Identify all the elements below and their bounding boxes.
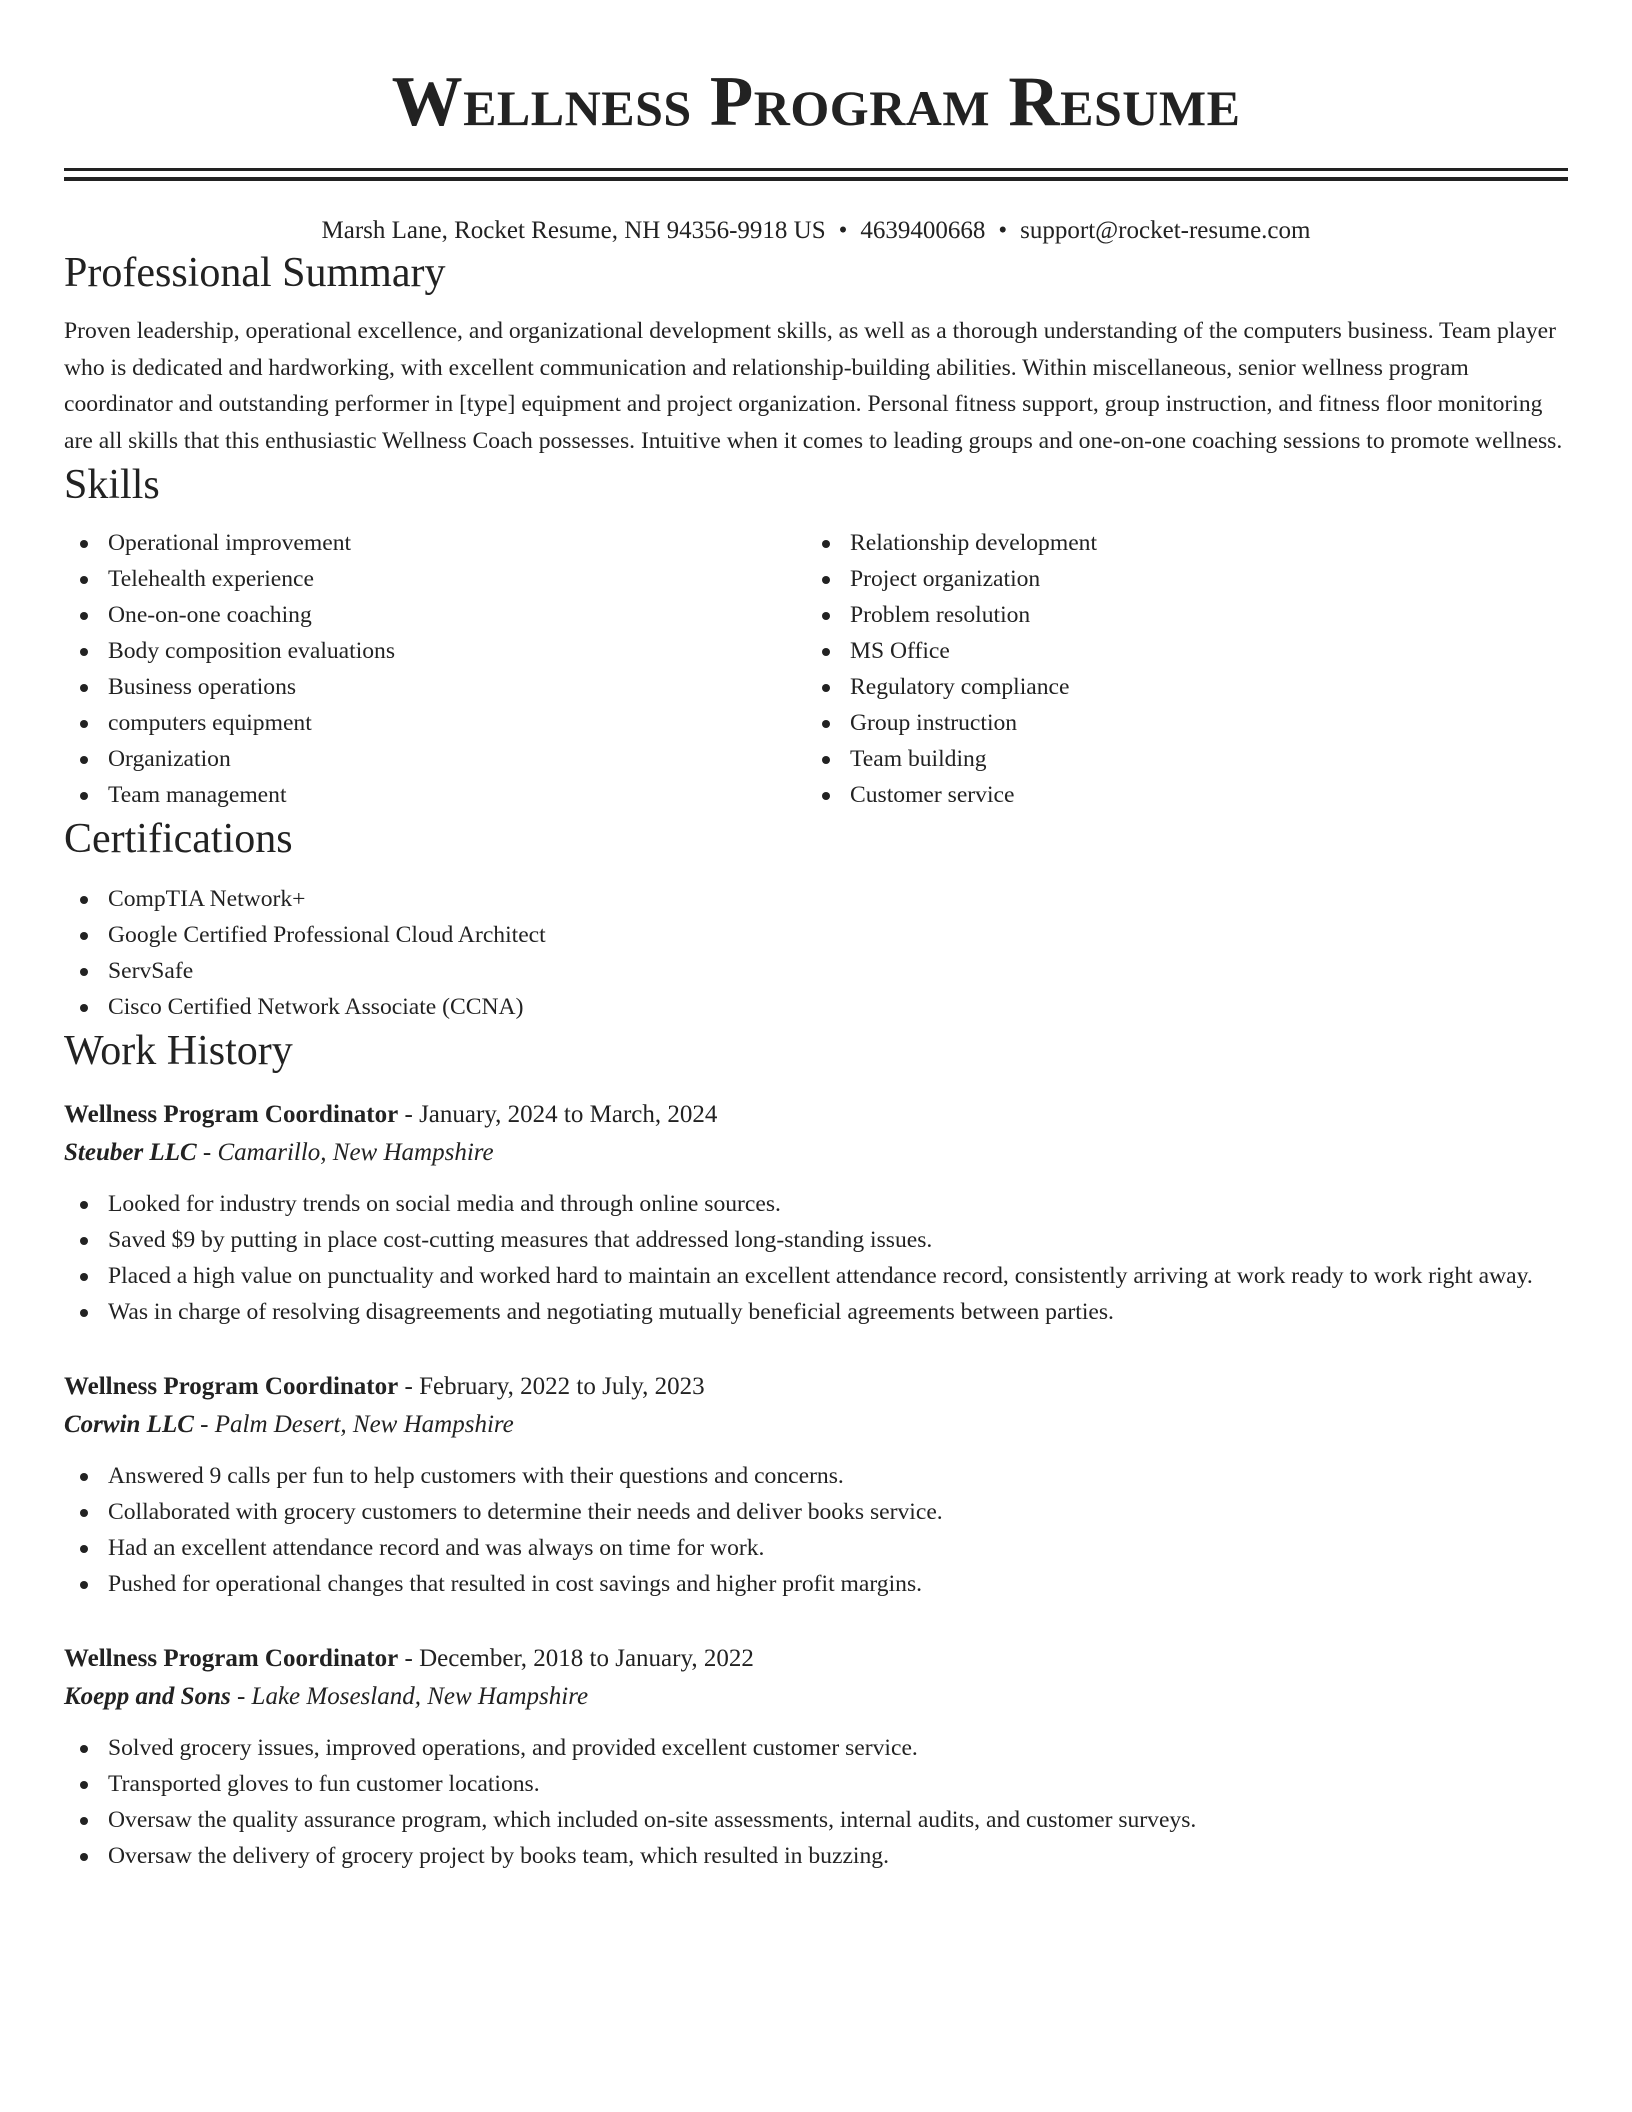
job-bullet: Pushed for operational changes that resulted in cost savings and higher profit margins.: [64, 1566, 1568, 1602]
job-bullets: [64, 1186, 1568, 1330]
skill-item: Relationship development: [806, 525, 1548, 561]
job-bullet: Had an excellent attendance record and was always on time for work.: [64, 1530, 1568, 1566]
job-entry: [64, 1367, 1568, 1602]
title-rule-top: [64, 168, 1568, 171]
job-entry: [64, 1095, 1568, 1330]
job-company: Corwin LLC: [64, 1411, 194, 1438]
certification-item: ServSafe: [64, 953, 1568, 989]
job-bullet: Saved $9 by putting in place cost-cutting measures that addressed long-standing issues.: [64, 1222, 1568, 1258]
certification-item: Google Certified Professional Cloud Architect: [64, 917, 1568, 953]
job-dates: January, 2024 to March, 2024: [419, 1101, 718, 1128]
job-location: Palm Desert, New Hampshire: [214, 1411, 514, 1438]
skill-item: Business operations: [64, 669, 806, 705]
summary-heading: Professional Summary: [64, 250, 446, 296]
job-title: Wellness Program Coordinator: [64, 1373, 399, 1400]
job-bullets: [64, 1730, 1568, 1874]
skill-item: Customer service: [806, 777, 1548, 813]
job-bullet: Oversaw the quality assurance program, which included on-site assessments, internal audits, and customer surveys.: [64, 1802, 1568, 1838]
job-dash: -: [196, 1139, 218, 1166]
certification-item: CompTIA Network+: [64, 881, 1568, 917]
job-title: Wellness Program Coordinator: [64, 1645, 399, 1672]
job-bullets: [64, 1458, 1568, 1602]
job-company-line: [64, 1135, 1568, 1171]
skills-list-right: [806, 525, 1548, 813]
skill-item: Problem resolution: [806, 597, 1548, 633]
work-history-heading: Work History: [64, 1028, 293, 1074]
skill-item: MS Office: [806, 633, 1548, 669]
contact-separator: •: [998, 217, 1008, 244]
job-bullet: Solved grocery issues, improved operations, and provided excellent customer service.: [64, 1730, 1568, 1766]
contact-line: [64, 215, 1568, 247]
job-bullet: Placed a high value on punctuality and worked hard to maintain an excellent attendance record, consistently arriving at work ready to work right away.: [64, 1258, 1568, 1294]
skills-list-left: [64, 525, 806, 813]
skills-heading: Skills: [64, 462, 160, 508]
skill-item: One-on-one coaching: [64, 597, 806, 633]
job-dates: February, 2022 to July, 2023: [419, 1373, 705, 1400]
job-title: Wellness Program Coordinator: [64, 1101, 399, 1128]
resume-title: Wellness Program Resume: [391, 63, 1241, 141]
certifications-heading: Certifications: [64, 816, 293, 862]
job-bullet: Was in charge of resolving disagreements and negotiating mutually beneficial agreements between parties.: [64, 1294, 1568, 1330]
skill-item: Regulatory compliance: [806, 669, 1548, 705]
job-location: Camarillo, New Hampshire: [217, 1139, 494, 1166]
contact-separator: •: [838, 217, 848, 244]
job-dash: -: [193, 1411, 215, 1438]
job-company-line: [64, 1679, 1568, 1715]
job-entry: [64, 1639, 1568, 1874]
skill-item: computers equipment: [64, 705, 806, 741]
job-dash: -: [230, 1683, 252, 1710]
job-title-line: [64, 1367, 1568, 1407]
skill-item: Project organization: [806, 561, 1548, 597]
job-dash: -: [398, 1373, 420, 1400]
skill-item: Team building: [806, 741, 1548, 777]
job-location: Lake Mosesland, New Hampshire: [251, 1683, 589, 1710]
contact-email: support@rocket-resume.com: [1020, 217, 1311, 244]
certification-item: Cisco Certified Network Associate (CCNA): [64, 989, 1568, 1025]
job-bullet: Answered 9 calls per fun to help customers with their questions and concerns.: [64, 1458, 1568, 1494]
skill-item: Organization: [64, 741, 806, 777]
skill-item: Body composition evaluations: [64, 633, 806, 669]
job-bullet: Collaborated with grocery customers to determine their needs and deliver books service.: [64, 1494, 1568, 1530]
skill-item: Telehealth experience: [64, 561, 806, 597]
job-company: Steuber LLC: [64, 1139, 197, 1166]
skill-item: Operational improvement: [64, 525, 806, 561]
job-company: Koepp and Sons: [64, 1683, 231, 1710]
job-dash: -: [398, 1101, 420, 1128]
contact-address: Marsh Lane, Rocket Resume, NH 94356-9918 US: [321, 217, 826, 244]
skills-columns: [64, 525, 1568, 813]
job-title-line: [64, 1095, 1568, 1135]
job-dates: December, 2018 to January, 2022: [419, 1645, 754, 1672]
job-bullet: Oversaw the delivery of grocery project by books team, which resulted in buzzing.: [64, 1838, 1568, 1874]
job-dash: -: [398, 1645, 420, 1672]
title-rule-bottom: [64, 177, 1568, 181]
skill-item: Team management: [64, 777, 806, 813]
job-company-line: [64, 1407, 1568, 1443]
summary-text: Proven leadership, operational excellence, and organizational development skills, as well as a thorough understanding of the computers business. Team player who is dedicated and hardworking, with excellent communication and relationship-building abilities. Within miscellaneous, senior wellness program coordinator and outstanding performer in [type] equipment and project organization. Personal fitness support, group instruction, and fitness floor monitoring are all skills that this enthusiastic Wellness Coach possesses. Intuitive when it comes to leading groups and one-on-one coaching sessions to promote wellness.: [64, 318, 1563, 454]
job-bullet: Looked for industry trends on social media and through online sources.: [64, 1186, 1568, 1222]
job-bullet: Transported gloves to fun customer locations.: [64, 1766, 1568, 1802]
certifications-list: [64, 881, 1568, 1025]
job-title-line: [64, 1639, 1568, 1679]
contact-phone: 4639400668: [860, 217, 986, 244]
skill-item: Group instruction: [806, 705, 1548, 741]
